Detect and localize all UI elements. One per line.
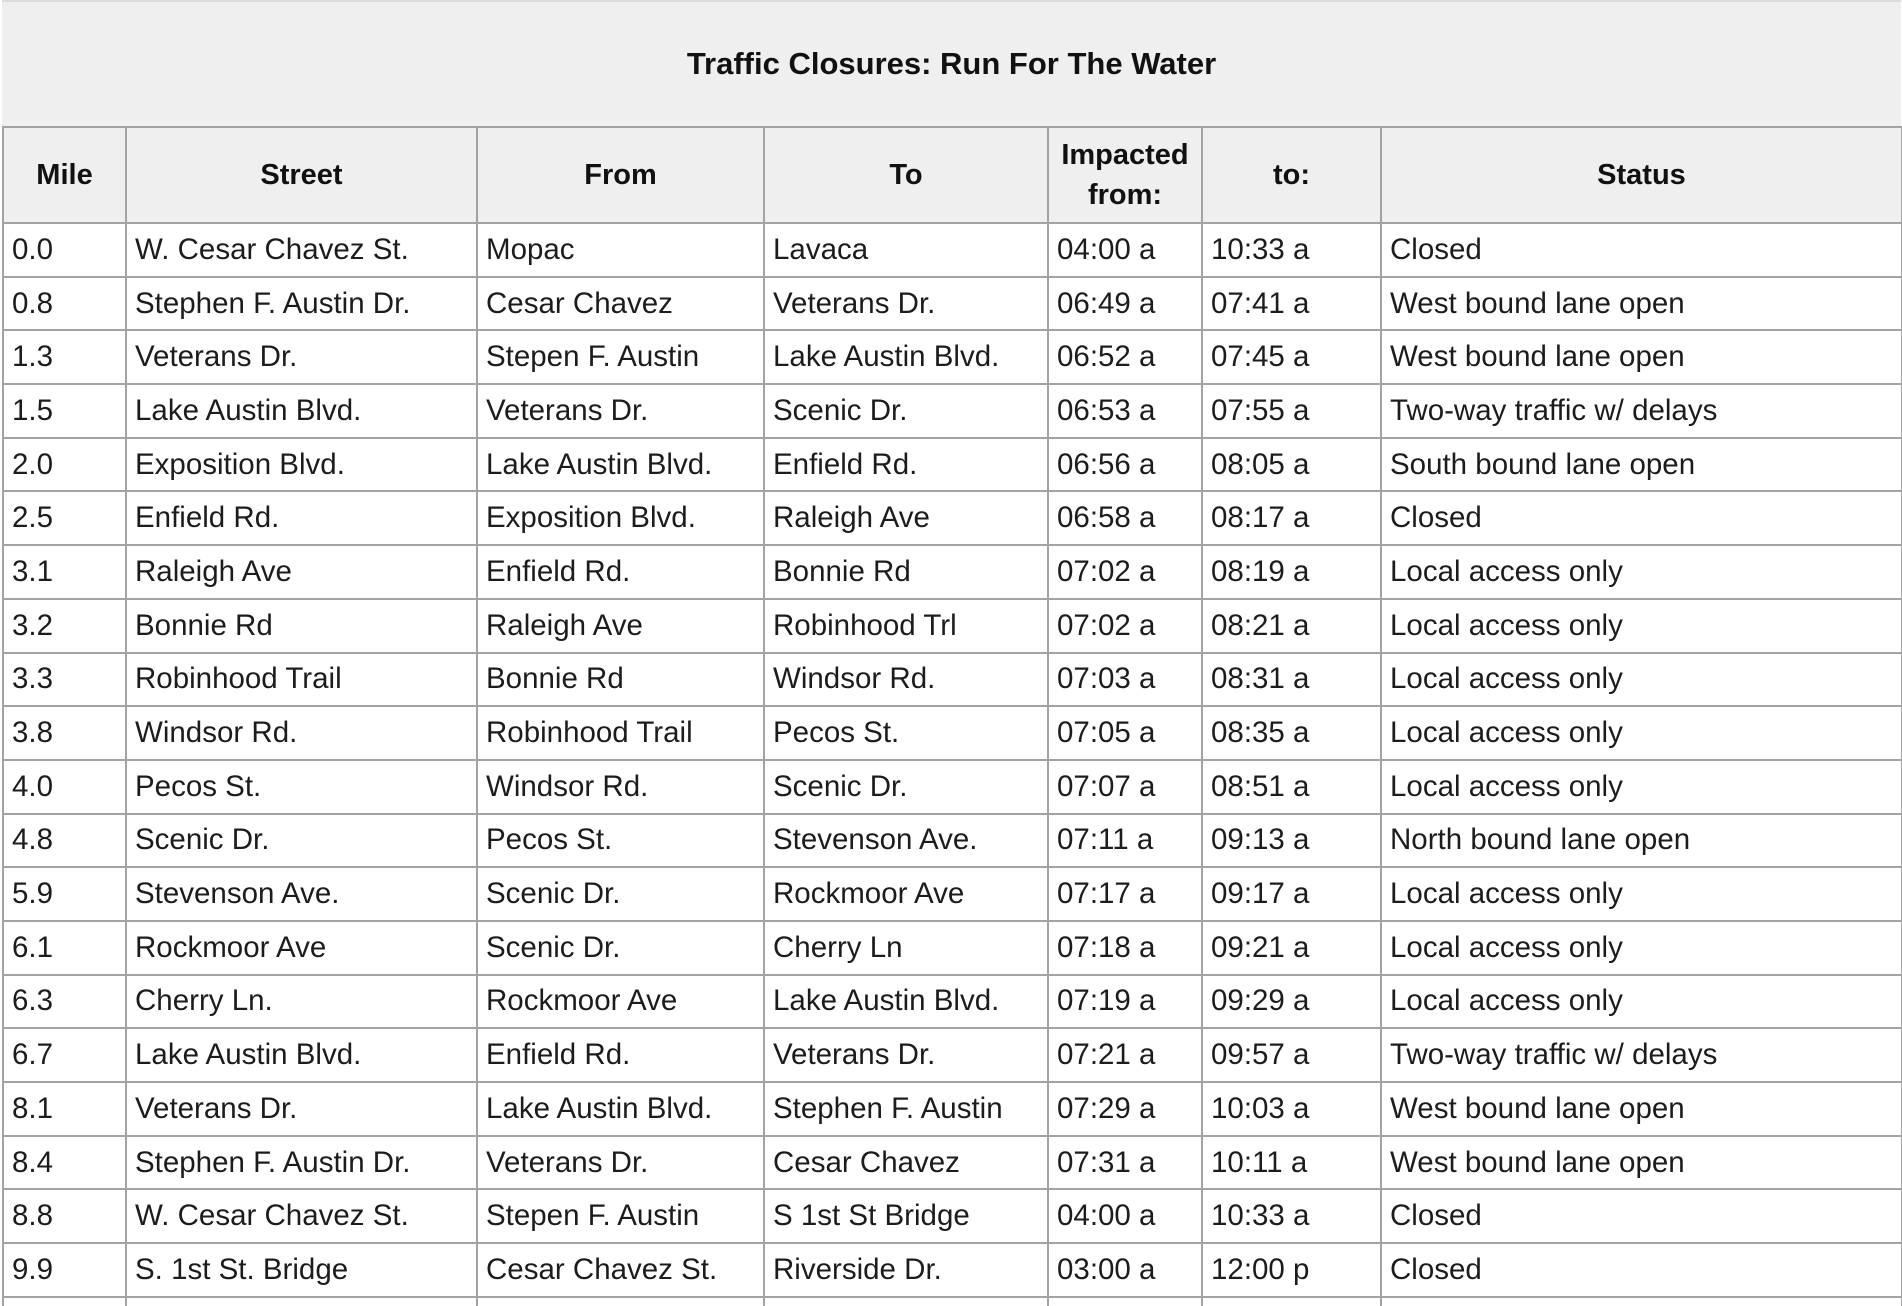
cell-from: Enfield Rd. [477, 1028, 764, 1082]
cell-to: Windsor Rd. [764, 653, 1048, 707]
cell-from: Raleigh Ave [477, 599, 764, 653]
cell-to: S 1st St Bridge [764, 1189, 1048, 1243]
cell-status: Local access only [1381, 706, 1902, 760]
table-row-partial [3, 1297, 1902, 1306]
cell-to: Scenic Dr. [764, 760, 1048, 814]
table-row [3, 599, 1902, 653]
cell-status: Closed [1381, 1189, 1902, 1243]
cell-mile: 3.3 [3, 653, 126, 707]
cell-impacted-to: 12:00 p [1202, 1243, 1381, 1297]
cell-to: Bonnie Rd [764, 545, 1048, 599]
cell-impacted-from: 07:17 a [1048, 867, 1202, 921]
cell-impacted-to: 08:19 a [1202, 545, 1381, 599]
cell-impacted-to: 10:03 a [1202, 1082, 1381, 1136]
cell-to: Lake Austin Blvd. [764, 330, 1048, 384]
cell-mile: 6.1 [3, 921, 126, 975]
cell-from: Enfield Rd. [477, 545, 764, 599]
cell-street: Cherry Ln. [126, 975, 477, 1029]
table-row [3, 1189, 1902, 1243]
cell-from: Exposition Blvd. [477, 491, 764, 545]
cell-status: Local access only [1381, 760, 1902, 814]
cell-from: Cesar Chavez [477, 277, 764, 331]
cell-mile: 0.8 [3, 277, 126, 331]
cell-status: Local access only [1381, 921, 1902, 975]
cell-from: Stepen F. Austin [477, 330, 764, 384]
cell-impacted-to: 10:33 a [1202, 223, 1381, 277]
cell-impacted-from: 07:19 a [1048, 975, 1202, 1029]
cell-to: Stephen F. Austin [764, 1082, 1048, 1136]
cell-from: Rockmoor Ave [477, 975, 764, 1029]
cell-street: Veterans Dr. [126, 330, 477, 384]
cell-impacted-to: 07:41 a [1202, 277, 1381, 331]
cell-impacted-to: 07:45 a [1202, 330, 1381, 384]
cell-street: Veterans Dr. [126, 1082, 477, 1136]
cell-empty [477, 1297, 764, 1306]
cell-from: Pecos St. [477, 814, 764, 868]
cell-impacted-from: 07:18 a [1048, 921, 1202, 975]
cell-mile: 2.5 [3, 491, 126, 545]
cell-empty [1381, 1297, 1902, 1306]
cell-street: Scenic Dr. [126, 814, 477, 868]
cell-to: Pecos St. [764, 706, 1048, 760]
table-row [3, 545, 1902, 599]
cell-impacted-to: 08:31 a [1202, 653, 1381, 707]
cell-mile: 3.1 [3, 545, 126, 599]
cell-status: West bound lane open [1381, 330, 1902, 384]
cell-impacted-to: 10:33 a [1202, 1189, 1381, 1243]
cell-mile: 1.3 [3, 330, 126, 384]
cell-street: Exposition Blvd. [126, 438, 477, 492]
cell-street: Lake Austin Blvd. [126, 384, 477, 438]
cell-empty [1048, 1297, 1202, 1306]
table-row [3, 1028, 1902, 1082]
cell-from: Cesar Chavez St. [477, 1243, 764, 1297]
cell-impacted-from: 06:58 a [1048, 491, 1202, 545]
page-title: Traffic Closures: Run For The Water [686, 45, 1217, 81]
cell-mile: 3.8 [3, 706, 126, 760]
table-row [3, 1243, 1902, 1297]
column-header-from: From [477, 127, 764, 223]
cell-to: Riverside Dr. [764, 1243, 1048, 1297]
cell-from: Veterans Dr. [477, 1136, 764, 1190]
table-body [3, 223, 1902, 1306]
cell-street: Lake Austin Blvd. [126, 1028, 477, 1082]
table-row [3, 438, 1902, 492]
title-bar [2, 0, 1901, 127]
cell-impacted-from: 04:00 a [1048, 223, 1202, 277]
cell-impacted-to: 07:55 a [1202, 384, 1381, 438]
cell-to: Rockmoor Ave [764, 867, 1048, 921]
cell-from: Stepen F. Austin [477, 1189, 764, 1243]
table-row [3, 491, 1902, 545]
column-header-to: To [764, 127, 1048, 223]
table-row [3, 867, 1902, 921]
table-row [3, 1136, 1902, 1190]
cell-impacted-from: 07:02 a [1048, 599, 1202, 653]
cell-street: Raleigh Ave [126, 545, 477, 599]
cell-impacted-to: 09:13 a [1202, 814, 1381, 868]
cell-status: Closed [1381, 223, 1902, 277]
cell-to: Lavaca [764, 223, 1048, 277]
cell-status: West bound lane open [1381, 1082, 1902, 1136]
column-header-impacted-to: to: [1202, 127, 1381, 223]
cell-impacted-from: 07:29 a [1048, 1082, 1202, 1136]
cell-from: Veterans Dr. [477, 384, 764, 438]
cell-impacted-to: 10:11 a [1202, 1136, 1381, 1190]
cell-from: Scenic Dr. [477, 867, 764, 921]
cell-mile: 9.9 [3, 1243, 126, 1297]
cell-mile: 3.2 [3, 599, 126, 653]
cell-to: Veterans Dr. [764, 1028, 1048, 1082]
cell-impacted-from: 06:56 a [1048, 438, 1202, 492]
cell-street: Rockmoor Ave [126, 921, 477, 975]
cell-impacted-to: 08:35 a [1202, 706, 1381, 760]
cell-impacted-from: 07:07 a [1048, 760, 1202, 814]
column-header-status: Status [1381, 127, 1902, 223]
cell-status: West bound lane open [1381, 277, 1902, 331]
cell-impacted-to: 09:29 a [1202, 975, 1381, 1029]
cell-empty [3, 1297, 126, 1306]
cell-street: W. Cesar Chavez St. [126, 223, 477, 277]
table-row [3, 330, 1902, 384]
cell-mile: 6.7 [3, 1028, 126, 1082]
cell-status: Local access only [1381, 545, 1902, 599]
cell-street: Stevenson Ave. [126, 867, 477, 921]
cell-mile: 1.5 [3, 384, 126, 438]
table-row [3, 223, 1902, 277]
cell-mile: 6.3 [3, 975, 126, 1029]
cell-mile: 4.0 [3, 760, 126, 814]
header-row [3, 127, 1902, 223]
cell-mile: 0.0 [3, 223, 126, 277]
cell-status: West bound lane open [1381, 1136, 1902, 1190]
cell-impacted-from: 07:31 a [1048, 1136, 1202, 1190]
cell-street: Enfield Rd. [126, 491, 477, 545]
cell-mile: 8.1 [3, 1082, 126, 1136]
cell-impacted-from: 03:00 a [1048, 1243, 1202, 1297]
cell-impacted-from: 07:02 a [1048, 545, 1202, 599]
cell-status: South bound lane open [1381, 438, 1902, 492]
cell-impacted-from: 07:03 a [1048, 653, 1202, 707]
cell-mile: 4.8 [3, 814, 126, 868]
cell-mile: 8.8 [3, 1189, 126, 1243]
cell-to: Lake Austin Blvd. [764, 975, 1048, 1029]
cell-street: Bonnie Rd [126, 599, 477, 653]
cell-impacted-to: 09:21 a [1202, 921, 1381, 975]
cell-from: Bonnie Rd [477, 653, 764, 707]
cell-status: Two-way traffic w/ delays [1381, 1028, 1902, 1082]
cell-impacted-to: 08:21 a [1202, 599, 1381, 653]
cell-status: Local access only [1381, 599, 1902, 653]
table-row [3, 760, 1902, 814]
cell-street: Robinhood Trail [126, 653, 477, 707]
table-row [3, 921, 1902, 975]
cell-street: W. Cesar Chavez St. [126, 1189, 477, 1243]
cell-to: Cesar Chavez [764, 1136, 1048, 1190]
cell-from: Lake Austin Blvd. [477, 438, 764, 492]
cell-impacted-from: 06:53 a [1048, 384, 1202, 438]
cell-street: Windsor Rd. [126, 706, 477, 760]
cell-impacted-to: 09:57 a [1202, 1028, 1381, 1082]
cell-status: Local access only [1381, 975, 1902, 1029]
cell-impacted-from: 06:52 a [1048, 330, 1202, 384]
cell-to: Robinhood Trl [764, 599, 1048, 653]
cell-impacted-from: 06:49 a [1048, 277, 1202, 331]
cell-status: Closed [1381, 1243, 1902, 1297]
cell-impacted-to: 08:17 a [1202, 491, 1381, 545]
table-row [3, 975, 1902, 1029]
cell-from: Robinhood Trail [477, 706, 764, 760]
cell-status: Local access only [1381, 653, 1902, 707]
cell-status: North bound lane open [1381, 814, 1902, 868]
cell-to: Cherry Ln [764, 921, 1048, 975]
cell-mile: 5.9 [3, 867, 126, 921]
cell-street: Stephen F. Austin Dr. [126, 1136, 477, 1190]
cell-mile: 2.0 [3, 438, 126, 492]
cell-impacted-from: 07:05 a [1048, 706, 1202, 760]
cell-to: Stevenson Ave. [764, 814, 1048, 868]
cell-to: Enfield Rd. [764, 438, 1048, 492]
closures-table [2, 126, 1902, 1306]
cell-status: Local access only [1381, 867, 1902, 921]
cell-to: Veterans Dr. [764, 277, 1048, 331]
cell-impacted-from: 07:21 a [1048, 1028, 1202, 1082]
cell-from: Mopac [477, 223, 764, 277]
cell-impacted-to: 08:05 a [1202, 438, 1381, 492]
cell-to: Scenic Dr. [764, 384, 1048, 438]
column-header-impacted-from: Impacted from: [1048, 127, 1202, 223]
cell-mile: 8.4 [3, 1136, 126, 1190]
table-row [3, 814, 1902, 868]
column-header-mile: Mile [3, 127, 126, 223]
table-row [3, 384, 1902, 438]
table-row [3, 653, 1902, 707]
table-row [3, 1082, 1902, 1136]
table-row [3, 706, 1902, 760]
cell-empty [1202, 1297, 1381, 1306]
column-header-street: Street [126, 127, 477, 223]
cell-impacted-from: 04:00 a [1048, 1189, 1202, 1243]
cell-impacted-to: 09:17 a [1202, 867, 1381, 921]
cell-impacted-from: 07:11 a [1048, 814, 1202, 868]
cell-from: Scenic Dr. [477, 921, 764, 975]
cell-status: Two-way traffic w/ delays [1381, 384, 1902, 438]
cell-street: Stephen F. Austin Dr. [126, 277, 477, 331]
cell-from: Lake Austin Blvd. [477, 1082, 764, 1136]
cell-street: S. 1st St. Bridge [126, 1243, 477, 1297]
cell-empty [764, 1297, 1048, 1306]
cell-impacted-to: 08:51 a [1202, 760, 1381, 814]
cell-street: Pecos St. [126, 760, 477, 814]
cell-status: Closed [1381, 491, 1902, 545]
table-row [3, 277, 1902, 331]
cell-empty [126, 1297, 477, 1306]
cell-from: Windsor Rd. [477, 760, 764, 814]
cell-to: Raleigh Ave [764, 491, 1048, 545]
